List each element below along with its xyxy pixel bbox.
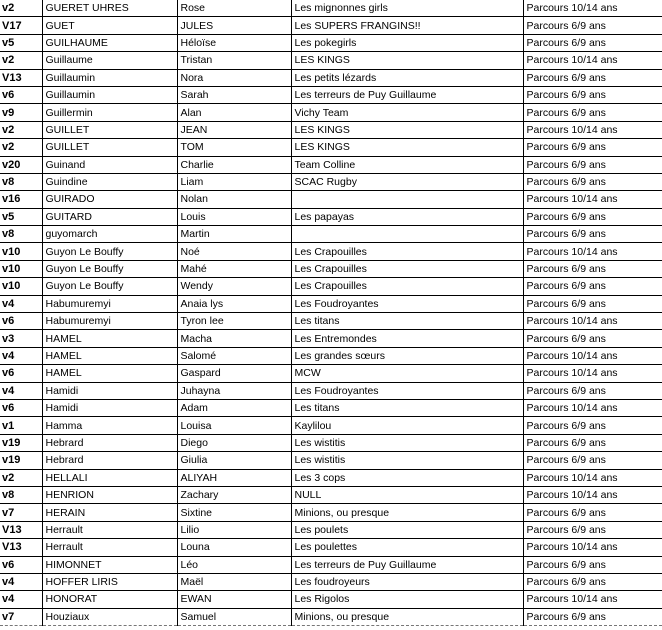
wave-code-cell[interactable]: v6 (0, 399, 42, 416)
first-name-cell[interactable]: Tristan (177, 52, 291, 69)
course-cell[interactable]: Parcours 6/9 ans (523, 156, 662, 173)
team-name-cell[interactable]: Les wistitis (291, 452, 523, 469)
first-name-cell[interactable]: Léo (177, 556, 291, 573)
wave-code-cell[interactable]: v20 (0, 156, 42, 173)
course-cell[interactable]: Parcours 10/14 ans (523, 121, 662, 138)
table-row (0, 417, 662, 434)
team-name-cell[interactable]: Les Entremondes (291, 330, 523, 347)
team-name-cell[interactable]: Les Rigolos (291, 591, 523, 608)
last-name-cell[interactable]: Hamidi (42, 399, 177, 416)
table-row (0, 469, 662, 486)
team-name-cell[interactable]: Les Foudroyantes (291, 382, 523, 399)
team-name-cell[interactable]: Les titans (291, 313, 523, 330)
course-cell[interactable]: Parcours 10/14 ans (523, 243, 662, 260)
wave-code-cell[interactable]: v2 (0, 121, 42, 138)
table-row (0, 608, 662, 625)
team-name-cell[interactable] (291, 226, 523, 243)
course-cell[interactable]: Parcours 6/9 ans (523, 295, 662, 312)
team-name-cell[interactable]: SCAC Rugby (291, 173, 523, 190)
course-cell[interactable]: Parcours 6/9 ans (523, 208, 662, 225)
wave-code-cell[interactable]: v2 (0, 52, 42, 69)
team-name-cell[interactable]: Les Crapouilles (291, 243, 523, 260)
first-name-cell[interactable]: Gaspard (177, 365, 291, 382)
table-row (0, 121, 662, 138)
wave-code-cell[interactable]: v6 (0, 313, 42, 330)
wave-code-cell[interactable]: v5 (0, 208, 42, 225)
team-name-cell[interactable]: Vichy Team (291, 104, 523, 121)
last-name-cell[interactable]: Guyon Le Bouffy (42, 260, 177, 277)
course-cell[interactable]: Parcours 6/9 ans (523, 504, 662, 521)
first-name-cell[interactable]: Giulia (177, 452, 291, 469)
table-row (0, 313, 662, 330)
team-name-cell[interactable]: Les terreurs de Puy Guillaume (291, 556, 523, 573)
team-name-cell[interactable]: Les titans (291, 399, 523, 416)
last-name-cell[interactable]: Hamidi (42, 382, 177, 399)
last-name-cell[interactable]: Hebrard (42, 434, 177, 451)
first-name-cell[interactable]: Macha (177, 330, 291, 347)
course-cell[interactable]: Parcours 10/14 ans (523, 347, 662, 364)
table-row (0, 330, 662, 347)
table-row (0, 573, 662, 590)
team-name-cell[interactable]: Les Crapouilles (291, 278, 523, 295)
course-cell[interactable]: Parcours 6/9 ans (523, 69, 662, 86)
wave-code-cell[interactable]: v6 (0, 365, 42, 382)
table-row (0, 278, 662, 295)
wave-code-cell[interactable]: v8 (0, 173, 42, 190)
wave-code-cell[interactable]: v10 (0, 260, 42, 277)
wave-code-cell[interactable]: v2 (0, 0, 42, 17)
course-cell[interactable]: Parcours 6/9 ans (523, 330, 662, 347)
course-cell[interactable]: Parcours 6/9 ans (523, 17, 662, 34)
team-name-cell[interactable]: Les papayas (291, 208, 523, 225)
course-cell[interactable]: Parcours 6/9 ans (523, 434, 662, 451)
first-name-cell[interactable]: Wendy (177, 278, 291, 295)
table-row (0, 52, 662, 69)
wave-code-cell[interactable]: v10 (0, 243, 42, 260)
last-name-cell[interactable]: Guyon Le Bouffy (42, 278, 177, 295)
last-name-cell[interactable]: Guillaumin (42, 86, 177, 103)
team-name-cell[interactable]: Minions, ou presque (291, 608, 523, 625)
wave-code-cell[interactable]: v1 (0, 417, 42, 434)
last-name-cell[interactable]: Herrault (42, 539, 177, 556)
first-name-cell[interactable]: Lilio (177, 521, 291, 538)
course-cell[interactable]: Parcours 6/9 ans (523, 173, 662, 190)
last-name-cell[interactable]: HAMEL (42, 347, 177, 364)
team-name-cell[interactable]: MCW (291, 365, 523, 382)
first-name-cell[interactable]: Maël (177, 573, 291, 590)
last-name-cell[interactable]: Houziaux (42, 608, 177, 625)
wave-code-cell[interactable]: V17 (0, 17, 42, 34)
table-row (0, 556, 662, 573)
wave-code-cell[interactable]: v6 (0, 86, 42, 103)
last-name-cell[interactable]: GUILHAUME (42, 34, 177, 51)
last-name-cell[interactable]: Habumuremyi (42, 313, 177, 330)
first-name-cell[interactable]: JULES (177, 17, 291, 34)
table-row (0, 504, 662, 521)
team-name-cell[interactable]: Les Foudroyantes (291, 295, 523, 312)
wave-code-cell[interactable]: v9 (0, 104, 42, 121)
team-name-cell[interactable]: Les Crapouilles (291, 260, 523, 277)
last-name-cell[interactable]: Hamma (42, 417, 177, 434)
wave-code-cell[interactable]: v2 (0, 469, 42, 486)
course-cell[interactable]: Parcours 10/14 ans (523, 365, 662, 382)
course-cell[interactable]: Parcours 6/9 ans (523, 260, 662, 277)
last-name-cell[interactable]: HAMEL (42, 330, 177, 347)
course-cell[interactable]: Parcours 6/9 ans (523, 452, 662, 469)
last-name-cell[interactable]: GUERET UHRES (42, 0, 177, 17)
first-name-cell[interactable]: Nora (177, 69, 291, 86)
first-name-cell[interactable]: Louisa (177, 417, 291, 434)
wave-code-cell[interactable]: v8 (0, 486, 42, 503)
wave-code-cell[interactable]: v4 (0, 295, 42, 312)
table-row (0, 399, 662, 416)
wave-code-cell[interactable]: v7 (0, 608, 42, 625)
table-row (0, 173, 662, 190)
last-name-cell[interactable]: GUIRADO (42, 191, 177, 208)
first-name-cell[interactable]: Sarah (177, 86, 291, 103)
last-name-cell[interactable]: GUET (42, 17, 177, 34)
first-name-cell[interactable]: JEAN (177, 121, 291, 138)
course-cell[interactable]: Parcours 10/14 ans (523, 313, 662, 330)
course-cell[interactable]: Parcours 10/14 ans (523, 399, 662, 416)
first-name-cell[interactable]: Rose (177, 0, 291, 17)
wave-code-cell[interactable]: v7 (0, 504, 42, 521)
table-row (0, 591, 662, 608)
first-name-cell[interactable]: Martin (177, 226, 291, 243)
first-name-cell[interactable]: Diego (177, 434, 291, 451)
wave-code-cell[interactable]: V13 (0, 521, 42, 538)
wave-code-cell[interactable]: v5 (0, 34, 42, 51)
table-row (0, 156, 662, 173)
last-name-cell[interactable]: Guyon Le Bouffy (42, 243, 177, 260)
last-name-cell[interactable]: GUILLET (42, 121, 177, 138)
table-row (0, 347, 662, 364)
wave-code-cell[interactable]: v4 (0, 382, 42, 399)
team-name-cell[interactable] (291, 191, 523, 208)
first-name-cell[interactable]: Zachary (177, 486, 291, 503)
table-row (0, 486, 662, 503)
table-row (0, 104, 662, 121)
table-row (0, 434, 662, 451)
last-name-cell[interactable]: HONORAT (42, 591, 177, 608)
team-name-cell[interactable]: Les petits lézards (291, 69, 523, 86)
team-name-cell[interactable]: Les wistitis (291, 434, 523, 451)
team-name-cell[interactable]: Team Colline (291, 156, 523, 173)
table-row (0, 17, 662, 34)
last-name-cell[interactable]: guyomarch (42, 226, 177, 243)
first-name-cell[interactable]: Louna (177, 539, 291, 556)
last-name-cell[interactable]: HELLALI (42, 469, 177, 486)
first-name-cell[interactable]: Héloïse (177, 34, 291, 51)
team-name-cell[interactable]: Les 3 cops (291, 469, 523, 486)
team-name-cell[interactable]: Les pokegirls (291, 34, 523, 51)
last-name-cell[interactable]: HOFFER LIRIS (42, 573, 177, 590)
wave-code-cell[interactable]: v19 (0, 434, 42, 451)
course-cell[interactable]: Parcours 6/9 ans (523, 556, 662, 573)
course-cell[interactable]: Parcours 10/14 ans (523, 486, 662, 503)
last-name-cell[interactable]: Guinand (42, 156, 177, 173)
last-name-cell[interactable]: HENRION (42, 486, 177, 503)
wave-code-cell[interactable]: v4 (0, 347, 42, 364)
first-name-cell[interactable]: Nolan (177, 191, 291, 208)
course-cell[interactable]: Parcours 6/9 ans (523, 573, 662, 590)
first-name-cell[interactable]: Anaia lys (177, 295, 291, 312)
wave-code-cell[interactable]: v16 (0, 191, 42, 208)
table-row (0, 226, 662, 243)
table-row (0, 191, 662, 208)
course-cell[interactable]: Parcours 6/9 ans (523, 34, 662, 51)
team-name-cell[interactable]: LES KINGS (291, 52, 523, 69)
course-cell[interactable]: Parcours 6/9 ans (523, 521, 662, 538)
first-name-cell[interactable]: Adam (177, 399, 291, 416)
last-name-cell[interactable]: Hebrard (42, 452, 177, 469)
first-name-cell[interactable]: Mahé (177, 260, 291, 277)
last-name-cell[interactable]: Guillaume (42, 52, 177, 69)
course-cell[interactable]: Parcours 6/9 ans (523, 139, 662, 156)
course-cell[interactable]: Parcours 6/9 ans (523, 417, 662, 434)
course-cell[interactable]: Parcours 6/9 ans (523, 382, 662, 399)
first-name-cell[interactable]: Louis (177, 208, 291, 225)
last-name-cell[interactable]: Herrault (42, 521, 177, 538)
table-row (0, 139, 662, 156)
wave-code-cell[interactable]: v2 (0, 139, 42, 156)
wave-code-cell[interactable]: V13 (0, 539, 42, 556)
team-name-cell[interactable]: LES KINGS (291, 139, 523, 156)
wave-code-cell[interactable]: v4 (0, 591, 42, 608)
team-name-cell[interactable]: Kaylilou (291, 417, 523, 434)
table-row (0, 539, 662, 556)
course-cell[interactable]: Parcours 10/14 ans (523, 469, 662, 486)
first-name-cell[interactable]: Juhayna (177, 382, 291, 399)
last-name-cell[interactable]: HAMEL (42, 365, 177, 382)
last-name-cell[interactable]: Habumuremyi (42, 295, 177, 312)
last-name-cell[interactable]: HIMONNET (42, 556, 177, 573)
last-name-cell[interactable]: Guillermin (42, 104, 177, 121)
course-cell[interactable]: Parcours 6/9 ans (523, 86, 662, 103)
team-name-cell[interactable]: Les poulets (291, 521, 523, 538)
first-name-cell[interactable]: Charlie (177, 156, 291, 173)
table-row (0, 365, 662, 382)
first-name-cell[interactable]: Alan (177, 104, 291, 121)
course-cell[interactable]: Parcours 6/9 ans (523, 608, 662, 625)
table-row (0, 0, 662, 17)
last-name-cell[interactable]: Guindine (42, 173, 177, 190)
last-name-cell[interactable]: HERAIN (42, 504, 177, 521)
wave-code-cell[interactable]: v19 (0, 452, 42, 469)
last-name-cell[interactable]: GUILLET (42, 139, 177, 156)
course-cell[interactable]: Parcours 6/9 ans (523, 104, 662, 121)
table-row (0, 295, 662, 312)
team-name-cell[interactable]: Les mignonnes girls (291, 0, 523, 17)
team-name-cell[interactable]: Les foudroyeurs (291, 573, 523, 590)
first-name-cell[interactable]: Tyron lee (177, 313, 291, 330)
wave-code-cell[interactable]: v6 (0, 556, 42, 573)
team-name-cell[interactable]: LES KINGS (291, 121, 523, 138)
team-name-cell[interactable]: Les terreurs de Puy Guillaume (291, 86, 523, 103)
first-name-cell[interactable]: ALIYAH (177, 469, 291, 486)
last-name-cell[interactable]: Guillaumin (42, 69, 177, 86)
course-cell[interactable]: Parcours 10/14 ans (523, 0, 662, 17)
team-name-cell[interactable]: Minions, ou presque (291, 504, 523, 521)
wave-code-cell[interactable]: V13 (0, 69, 42, 86)
team-name-cell[interactable]: NULL (291, 486, 523, 503)
table-row (0, 34, 662, 51)
wave-code-cell[interactable]: v3 (0, 330, 42, 347)
course-cell[interactable]: Parcours 10/14 ans (523, 539, 662, 556)
first-name-cell[interactable]: Salomé (177, 347, 291, 364)
course-cell[interactable]: Parcours 10/14 ans (523, 52, 662, 69)
first-name-cell[interactable]: Liam (177, 173, 291, 190)
first-name-cell[interactable]: Noé (177, 243, 291, 260)
wave-code-cell[interactable]: v10 (0, 278, 42, 295)
table-row (0, 86, 662, 103)
wave-code-cell[interactable]: v4 (0, 573, 42, 590)
table-row (0, 260, 662, 277)
first-name-cell[interactable]: TOM (177, 139, 291, 156)
course-cell[interactable]: Parcours 6/9 ans (523, 226, 662, 243)
last-name-cell[interactable]: GUITARD (42, 208, 177, 225)
first-name-cell[interactable]: Samuel (177, 608, 291, 625)
table-row (0, 452, 662, 469)
wave-code-cell[interactable]: v8 (0, 226, 42, 243)
table-row (0, 69, 662, 86)
table-row (0, 243, 662, 260)
course-cell[interactable]: Parcours 10/14 ans (523, 191, 662, 208)
course-cell[interactable]: Parcours 6/9 ans (523, 278, 662, 295)
table-row (0, 382, 662, 399)
team-name-cell[interactable]: Les poulettes (291, 539, 523, 556)
team-name-cell[interactable]: Les grandes sœurs (291, 347, 523, 364)
table-row (0, 521, 662, 538)
first-name-cell[interactable]: Sixtine (177, 504, 291, 521)
first-name-cell[interactable]: EWAN (177, 591, 291, 608)
course-cell[interactable]: Parcours 10/14 ans (523, 591, 662, 608)
team-name-cell[interactable]: Les SUPERS FRANGINS!! (291, 17, 523, 34)
table-row (0, 208, 662, 225)
